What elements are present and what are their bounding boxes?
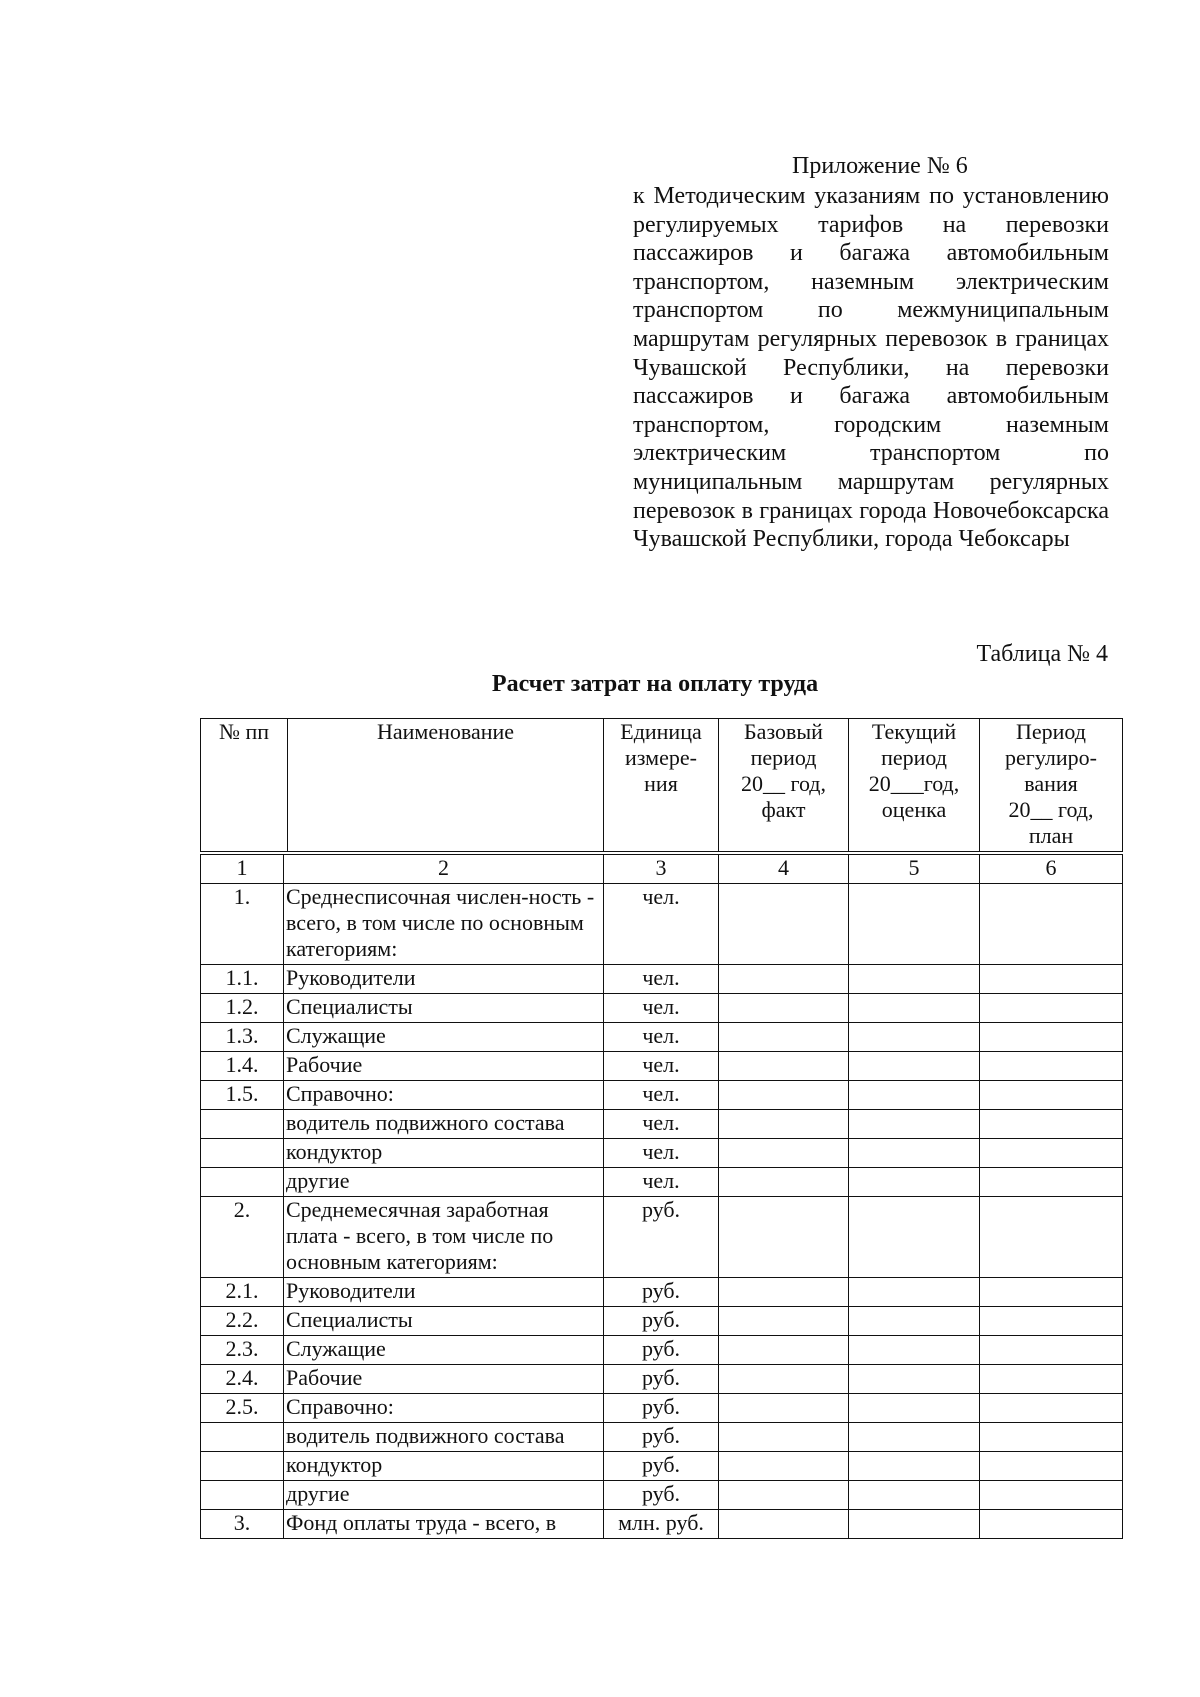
- cell-base-period: [719, 1278, 849, 1307]
- cell-base-period: [719, 1365, 849, 1394]
- table-row: [201, 1510, 1123, 1539]
- header-col-current-period: Текущий период 20___год, оценка: [849, 719, 980, 852]
- table-row: [201, 965, 1123, 994]
- header-col-name: Наименование: [288, 719, 604, 852]
- cell-regulation-period: [980, 1452, 1123, 1481]
- cell-current-period: [849, 1452, 980, 1481]
- table-label: Таблица № 4: [976, 641, 1108, 667]
- cell-regulation-period: [980, 1081, 1123, 1110]
- row-name: Фонд оплаты труда - всего, в: [284, 1510, 604, 1539]
- column-number: 2: [284, 855, 604, 884]
- cell-regulation-period: [980, 1278, 1123, 1307]
- cell-base-period: [719, 1452, 849, 1481]
- cell-base-period: [719, 1510, 849, 1539]
- table-row: [201, 1110, 1123, 1139]
- row-number: 3.: [201, 1510, 284, 1539]
- row-unit: руб.: [604, 1278, 719, 1307]
- cell-base-period: [719, 1197, 849, 1278]
- row-unit: руб.: [604, 1365, 719, 1394]
- cell-regulation-period: [980, 1394, 1123, 1423]
- table-row: [201, 1081, 1123, 1110]
- row-unit: чел.: [604, 1168, 719, 1197]
- table-row: [201, 1197, 1123, 1278]
- cell-regulation-period: [980, 1365, 1123, 1394]
- cell-current-period: [849, 1510, 980, 1539]
- row-name: Рабочие: [284, 1365, 604, 1394]
- header-col-regulation-period: Период регулиро- вания 20__ год, план: [980, 719, 1123, 852]
- cell-current-period: [849, 1307, 980, 1336]
- table-row: [201, 1168, 1123, 1197]
- table-row: [201, 1052, 1123, 1081]
- cell-current-period: [849, 1110, 980, 1139]
- cell-current-period: [849, 1197, 980, 1278]
- row-number: [201, 1423, 284, 1452]
- row-name: Специалисты: [284, 1307, 604, 1336]
- row-number: 2.: [201, 1197, 284, 1278]
- cell-base-period: [719, 994, 849, 1023]
- cell-regulation-period: [980, 1307, 1123, 1336]
- column-numbers-row: [201, 855, 1123, 884]
- cell-base-period: [719, 1081, 849, 1110]
- header-col-number: № пп: [201, 719, 288, 852]
- cell-base-period: [719, 1168, 849, 1197]
- table-title: Расчет затрат на оплату труда: [491, 671, 819, 697]
- row-name: Справочно:: [284, 1394, 604, 1423]
- row-name: другие: [284, 1481, 604, 1510]
- row-number: [201, 1452, 284, 1481]
- row-number: [201, 1110, 284, 1139]
- row-unit: чел.: [604, 1052, 719, 1081]
- labor-cost-table: [200, 854, 1123, 1539]
- cell-current-period: [849, 994, 980, 1023]
- row-number: 2.3.: [201, 1336, 284, 1365]
- table-row: [201, 1336, 1123, 1365]
- cell-current-period: [849, 1336, 980, 1365]
- row-unit: руб.: [604, 1307, 719, 1336]
- table-row: [201, 1423, 1123, 1452]
- cell-regulation-period: [980, 1110, 1123, 1139]
- row-name: Рабочие: [284, 1052, 604, 1081]
- row-number: [201, 1481, 284, 1510]
- row-unit: чел.: [604, 1023, 719, 1052]
- header-col-base-period: Базовый период 20__ год, факт: [719, 719, 849, 852]
- table-row: [201, 884, 1123, 965]
- row-unit: руб.: [604, 1394, 719, 1423]
- column-number: 4: [719, 855, 849, 884]
- cell-current-period: [849, 1278, 980, 1307]
- cell-current-period: [849, 1423, 980, 1452]
- cell-base-period: [719, 1052, 849, 1081]
- cell-regulation-period: [980, 1168, 1123, 1197]
- cell-current-period: [849, 1081, 980, 1110]
- row-name: водитель подвижного состава: [284, 1110, 604, 1139]
- header-col-unit: Единица измере- ния: [604, 719, 719, 852]
- cell-current-period: [849, 884, 980, 965]
- cell-base-period: [719, 1336, 849, 1365]
- row-name: Служащие: [284, 1336, 604, 1365]
- table-row: [201, 1481, 1123, 1510]
- cell-current-period: [849, 1139, 980, 1168]
- cell-current-period: [849, 1365, 980, 1394]
- column-number: 5: [849, 855, 980, 884]
- cell-current-period: [849, 1168, 980, 1197]
- row-number: 1.2.: [201, 994, 284, 1023]
- cell-regulation-period: [980, 1336, 1123, 1365]
- cell-regulation-period: [980, 1139, 1123, 1168]
- appendix-text: к Методическим указаниям по установлению регулируемых тарифов на перевозки пассажиров и багажа автомобильным транспортом, наземным электрическим транспортом по межмуниципальным маршрутам регулярных перевозок в границах Чувашской Республики, на перевозки пассажиров и багажа автомобильным транспортом, городским наземным электрическим транспортом по муниципальным маршрутам регулярных перевозок в границах города Новочебоксарска Чувашской Республики, города Чебоксары: [633, 183, 1109, 553]
- row-unit: руб.: [604, 1481, 719, 1510]
- cell-regulation-period: [980, 1481, 1123, 1510]
- row-number: 2.1.: [201, 1278, 284, 1307]
- row-number: 1.1.: [201, 965, 284, 994]
- cell-base-period: [719, 1023, 849, 1052]
- row-name: Служащие: [284, 1023, 604, 1052]
- table-row: [201, 1023, 1123, 1052]
- table-row: [201, 994, 1123, 1023]
- cell-base-period: [719, 1307, 849, 1336]
- cell-current-period: [849, 965, 980, 994]
- cell-regulation-period: [980, 1023, 1123, 1052]
- row-unit: млн. руб.: [604, 1510, 719, 1539]
- row-unit: чел.: [604, 884, 719, 965]
- cell-current-period: [849, 1481, 980, 1510]
- row-unit: руб.: [604, 1336, 719, 1365]
- row-number: [201, 1168, 284, 1197]
- cell-regulation-period: [980, 884, 1123, 965]
- row-unit: чел.: [604, 1110, 719, 1139]
- cell-regulation-period: [980, 965, 1123, 994]
- cell-current-period: [849, 1394, 980, 1423]
- row-unit: руб.: [604, 1423, 719, 1452]
- cell-base-period: [719, 1481, 849, 1510]
- row-number: 2.4.: [201, 1365, 284, 1394]
- row-name: Среднесписочная числен-ность - всего, в том числе по основным категориям:: [284, 884, 604, 965]
- row-number: 1.5.: [201, 1081, 284, 1110]
- cell-base-period: [719, 1110, 849, 1139]
- table-row: [201, 1365, 1123, 1394]
- row-number: 2.5.: [201, 1394, 284, 1423]
- cell-regulation-period: [980, 994, 1123, 1023]
- row-name: Специалисты: [284, 994, 604, 1023]
- column-number: 6: [980, 855, 1123, 884]
- row-name: Справочно:: [284, 1081, 604, 1110]
- column-number: 1: [201, 855, 284, 884]
- row-number: [201, 1139, 284, 1168]
- table-row: [201, 1307, 1123, 1336]
- table-row: [201, 1139, 1123, 1168]
- table-row: [201, 1452, 1123, 1481]
- row-unit: чел.: [604, 1139, 719, 1168]
- cell-regulation-period: [980, 1423, 1123, 1452]
- cell-base-period: [719, 965, 849, 994]
- cell-base-period: [719, 1139, 849, 1168]
- table-row: [201, 1394, 1123, 1423]
- row-name: Руководители: [284, 965, 604, 994]
- row-name: Среднемесячная заработная плата - всего, в том числе по основным категориям:: [284, 1197, 604, 1278]
- row-number: 1.4.: [201, 1052, 284, 1081]
- cell-regulation-period: [980, 1197, 1123, 1278]
- cell-regulation-period: [980, 1510, 1123, 1539]
- row-name: кондуктор: [284, 1452, 604, 1481]
- cell-regulation-period: [980, 1052, 1123, 1081]
- table-row: [201, 1278, 1123, 1307]
- row-number: 1.3.: [201, 1023, 284, 1052]
- row-unit: руб.: [604, 1452, 719, 1481]
- cell-current-period: [849, 1023, 980, 1052]
- row-unit: чел.: [604, 994, 719, 1023]
- row-number: 2.2.: [201, 1307, 284, 1336]
- row-name: кондуктор: [284, 1139, 604, 1168]
- row-unit: чел.: [604, 965, 719, 994]
- cell-base-period: [719, 1423, 849, 1452]
- row-name: водитель подвижного состава: [284, 1423, 604, 1452]
- table-header: [200, 718, 1123, 852]
- cell-current-period: [849, 1052, 980, 1081]
- row-unit: руб.: [604, 1197, 719, 1278]
- cell-base-period: [719, 884, 849, 965]
- row-name: Руководители: [284, 1278, 604, 1307]
- row-unit: чел.: [604, 1081, 719, 1110]
- row-number: 1.: [201, 884, 284, 965]
- cell-base-period: [719, 1394, 849, 1423]
- column-number: 3: [604, 855, 719, 884]
- row-name: другие: [284, 1168, 604, 1197]
- appendix-title: Приложение № 6: [792, 153, 968, 179]
